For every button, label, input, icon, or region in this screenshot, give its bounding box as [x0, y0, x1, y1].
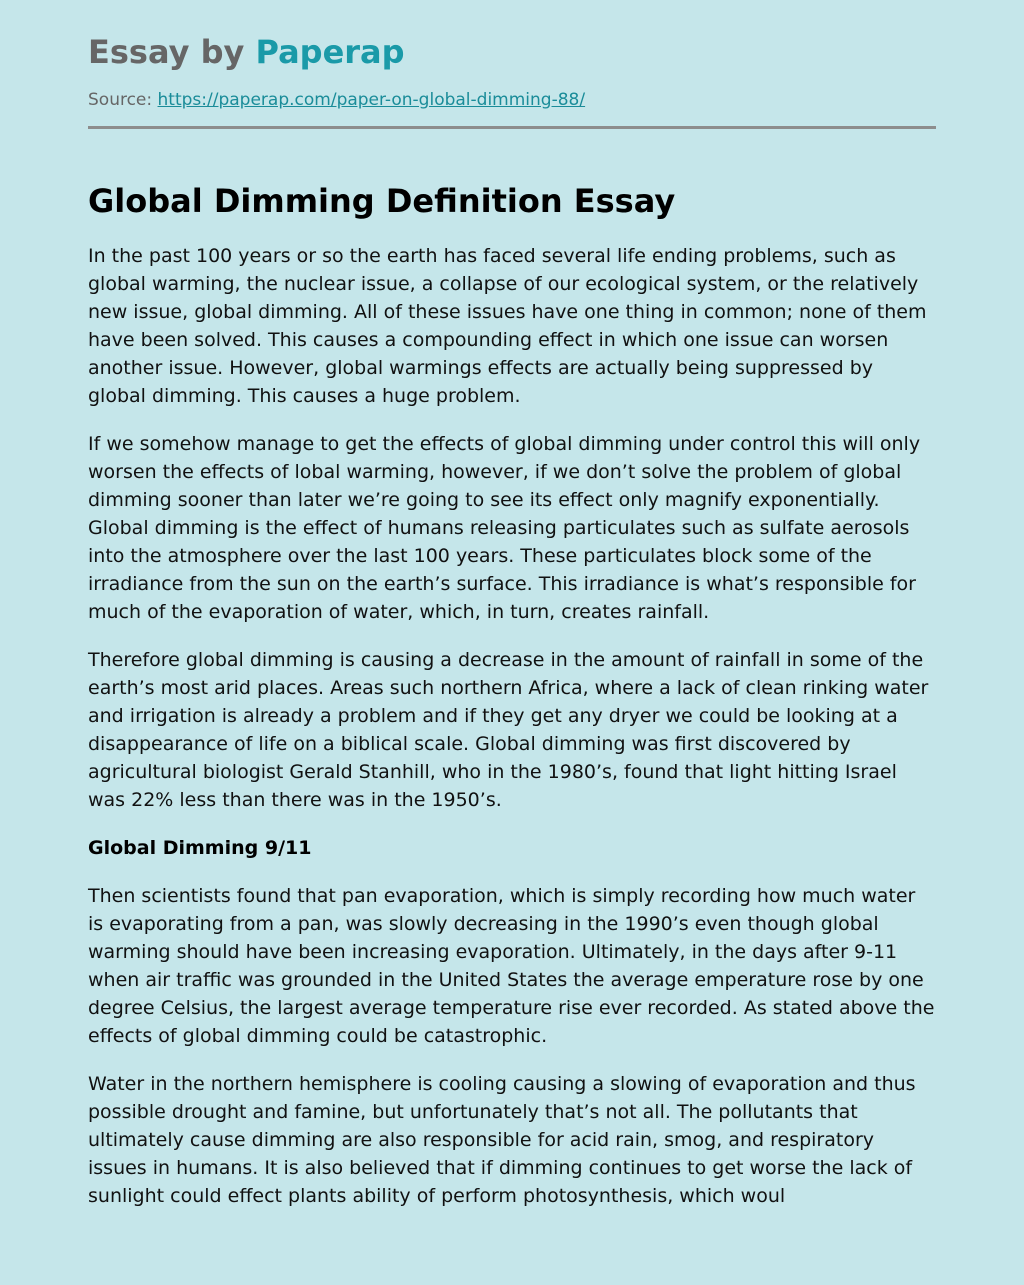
paragraph: Then scientists found that pan evaporation, which is simply recording how much water is evaporating from a pan, was slowly decreasing in the 1990’s even though global warming should have been increasing evaporation. Ultimately, in the days after 9-11 when air traffic was grounded in the United States the average emperature rose by one degree Celsius, the largest average temperature rise ever recorded. As stated above the effects of global dimming could be catastrophic.	[88, 885, 935, 1047]
paragraph: If we somehow manage to get the effects of global dimming under control this will only worsen the effects of lobal warming, however, if we don’t solve the problem of global dimming sooner than later we’re going to see its effect only magnify exponentially. Global dimming is the effect of humans releasing particulates such as sulfate aerosols into the atmosphere over the last 100 years. These particulates block some of the irradiance from the sun on the earth’s surface. This irradiance is what’s responsible for much of the evaporation of water, which, in turn, creates rainfall.	[88, 433, 921, 623]
header-divider	[88, 126, 936, 129]
source-label: Source:	[88, 90, 153, 110]
source-link[interactable]: https://paperap.com/paper-on-global-dimming-88/	[157, 90, 586, 110]
source-line	[88, 90, 936, 110]
article-body	[88, 181, 936, 1210]
site-header	[88, 0, 936, 129]
brand-prefix: Essay by	[88, 33, 245, 71]
section-heading: Global Dimming 9/11	[88, 837, 312, 859]
site-logo[interactable]	[88, 0, 936, 72]
brand-name: Paperap	[255, 33, 405, 71]
article-title: Global Dimming Definition Essay	[88, 182, 676, 220]
paragraph: Therefore global dimming is causing a decrease in the amount of rainfall in some of the earth’s most arid places. Areas such northern Africa, where a lack of clean rinking water and irrigation is already a problem and if they get any dryer we could be looking at a disappearance of life on a biblical scale. Global dimming was first discovered by agricultural biologist Gerald Stanhill, who in the 1980’s, found that light hitting Israel was 22% less than there was in the 1950’s.	[88, 649, 929, 811]
paragraph: Water in the northern hemisphere is cooling causing a slowing of evaporation and thus possible drought and famine, but unfortunately that’s not all. The pollutants that ultimately cause dimming are also responsible for acid rain, smog, and respiratory issues in humans. It is also believed that if dimming continues to get worse the lack of sunlight could effect plants ability of perform photosynthesis, which woul	[88, 1073, 916, 1207]
paragraph: In the past 100 years or so the earth has faced several life ending problems, such as global warming, the nuclear issue, a collapse of our ecological system, or the relatively new issue, global dimming. All of these issues have one thing in common; none of them have been solved. This causes a compounding effect in which one issue can worsen another issue. However, global warmings effects are actually being suppressed by global dimming. This causes a huge problem.	[88, 245, 927, 407]
